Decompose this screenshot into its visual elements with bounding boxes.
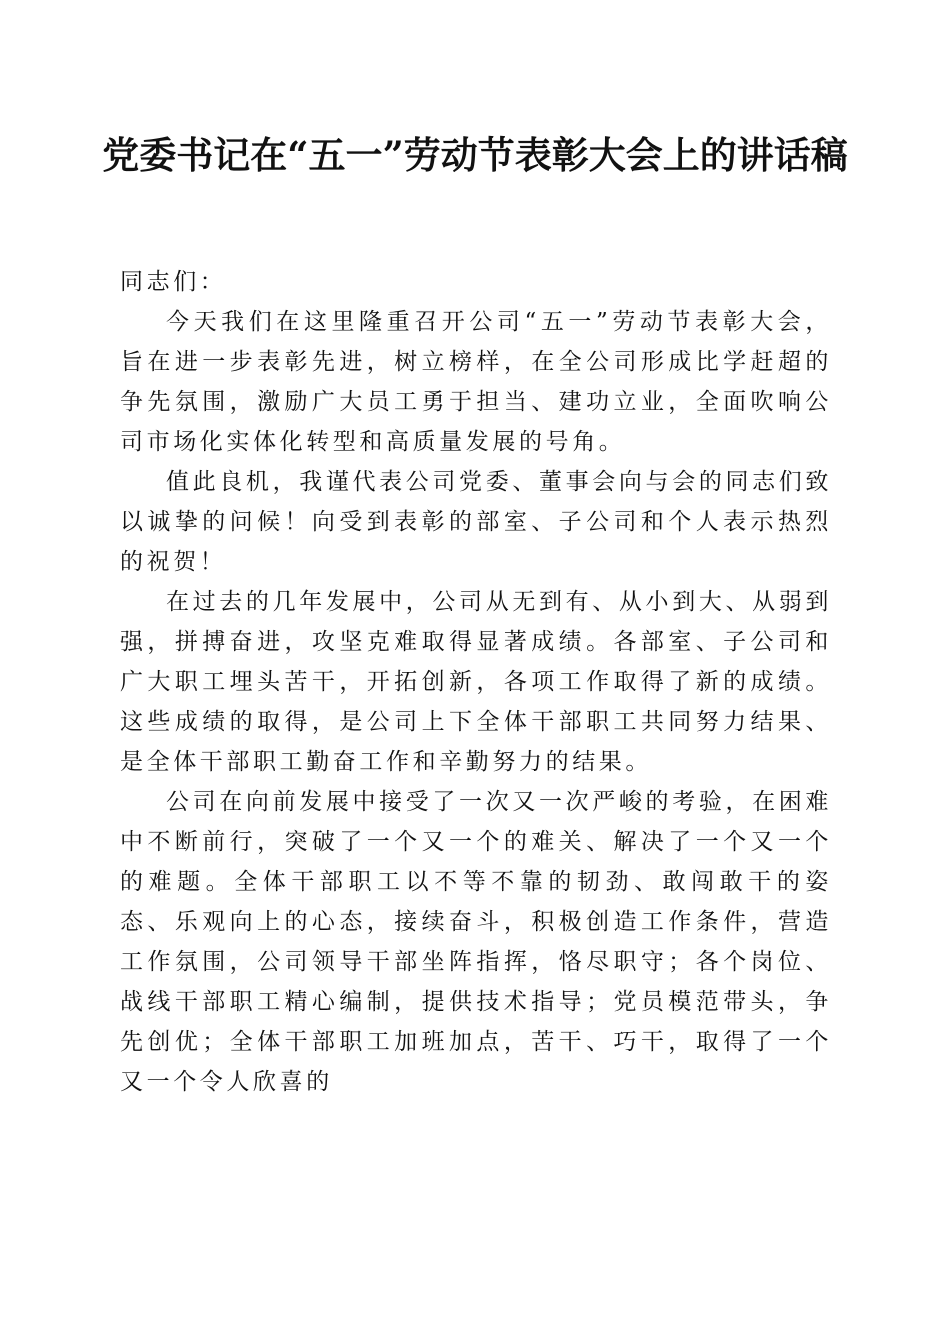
document-title: 党委书记在“五一”劳动节表彰大会上的讲话稿 (102, 133, 848, 177)
paragraph-greetings: 值此良机，我谨代表公司党委、董事会向与会的同志们致以诚挚的问候！向受到表彰的部室、子公司和个人表示热烈的祝贺！ (120, 469, 832, 575)
paragraph-challenges: 公司在向前发展中接受了一次又一次严峻的考验，在困难中不断前行，突破了一个又一个的难关、解决了一个又一个的难题。全体干部职工以不等不靠的韧劲、敢闯敢干的姿态、乐观向上的心态，接续奋斗，积极创造工作条件，营造工作氛围，公司领导干部坐阵指挥，恪尽职守；各个岗位、战线干部职工精心编制，提供技术指导；党员模范带头，争先创优；全体干部职工加班加点，苦干、巧干，取得了一个又一个令人欣喜的 (120, 789, 832, 1095)
paragraph-opening: 今天我们在这里隆重召开公司“五一”劳动节表彰大会，旨在进一步表彰先进，树立榜样，在全公司形成比学赶超的争先氛围，激励广大员工勇于担当、建功立业，全面吹响公司市场化实体化转型和高质量发展的号角。 (120, 309, 832, 455)
salutation: 同志们： (120, 269, 227, 295)
document-body (120, 262, 832, 1102)
paragraph-achievements: 在过去的几年发展中，公司从无到有、从小到大、从弱到强，拼搏奋进，攻坚克难取得显著成绩。各部室、子公司和广大职工埋头苦干，开拓创新，各项工作取得了新的成绩。这些成绩的取得，是公司上下全体干部职工共同努力结果、是全体干部职工勤奋工作和辛勤努力的结果。 (120, 589, 832, 775)
